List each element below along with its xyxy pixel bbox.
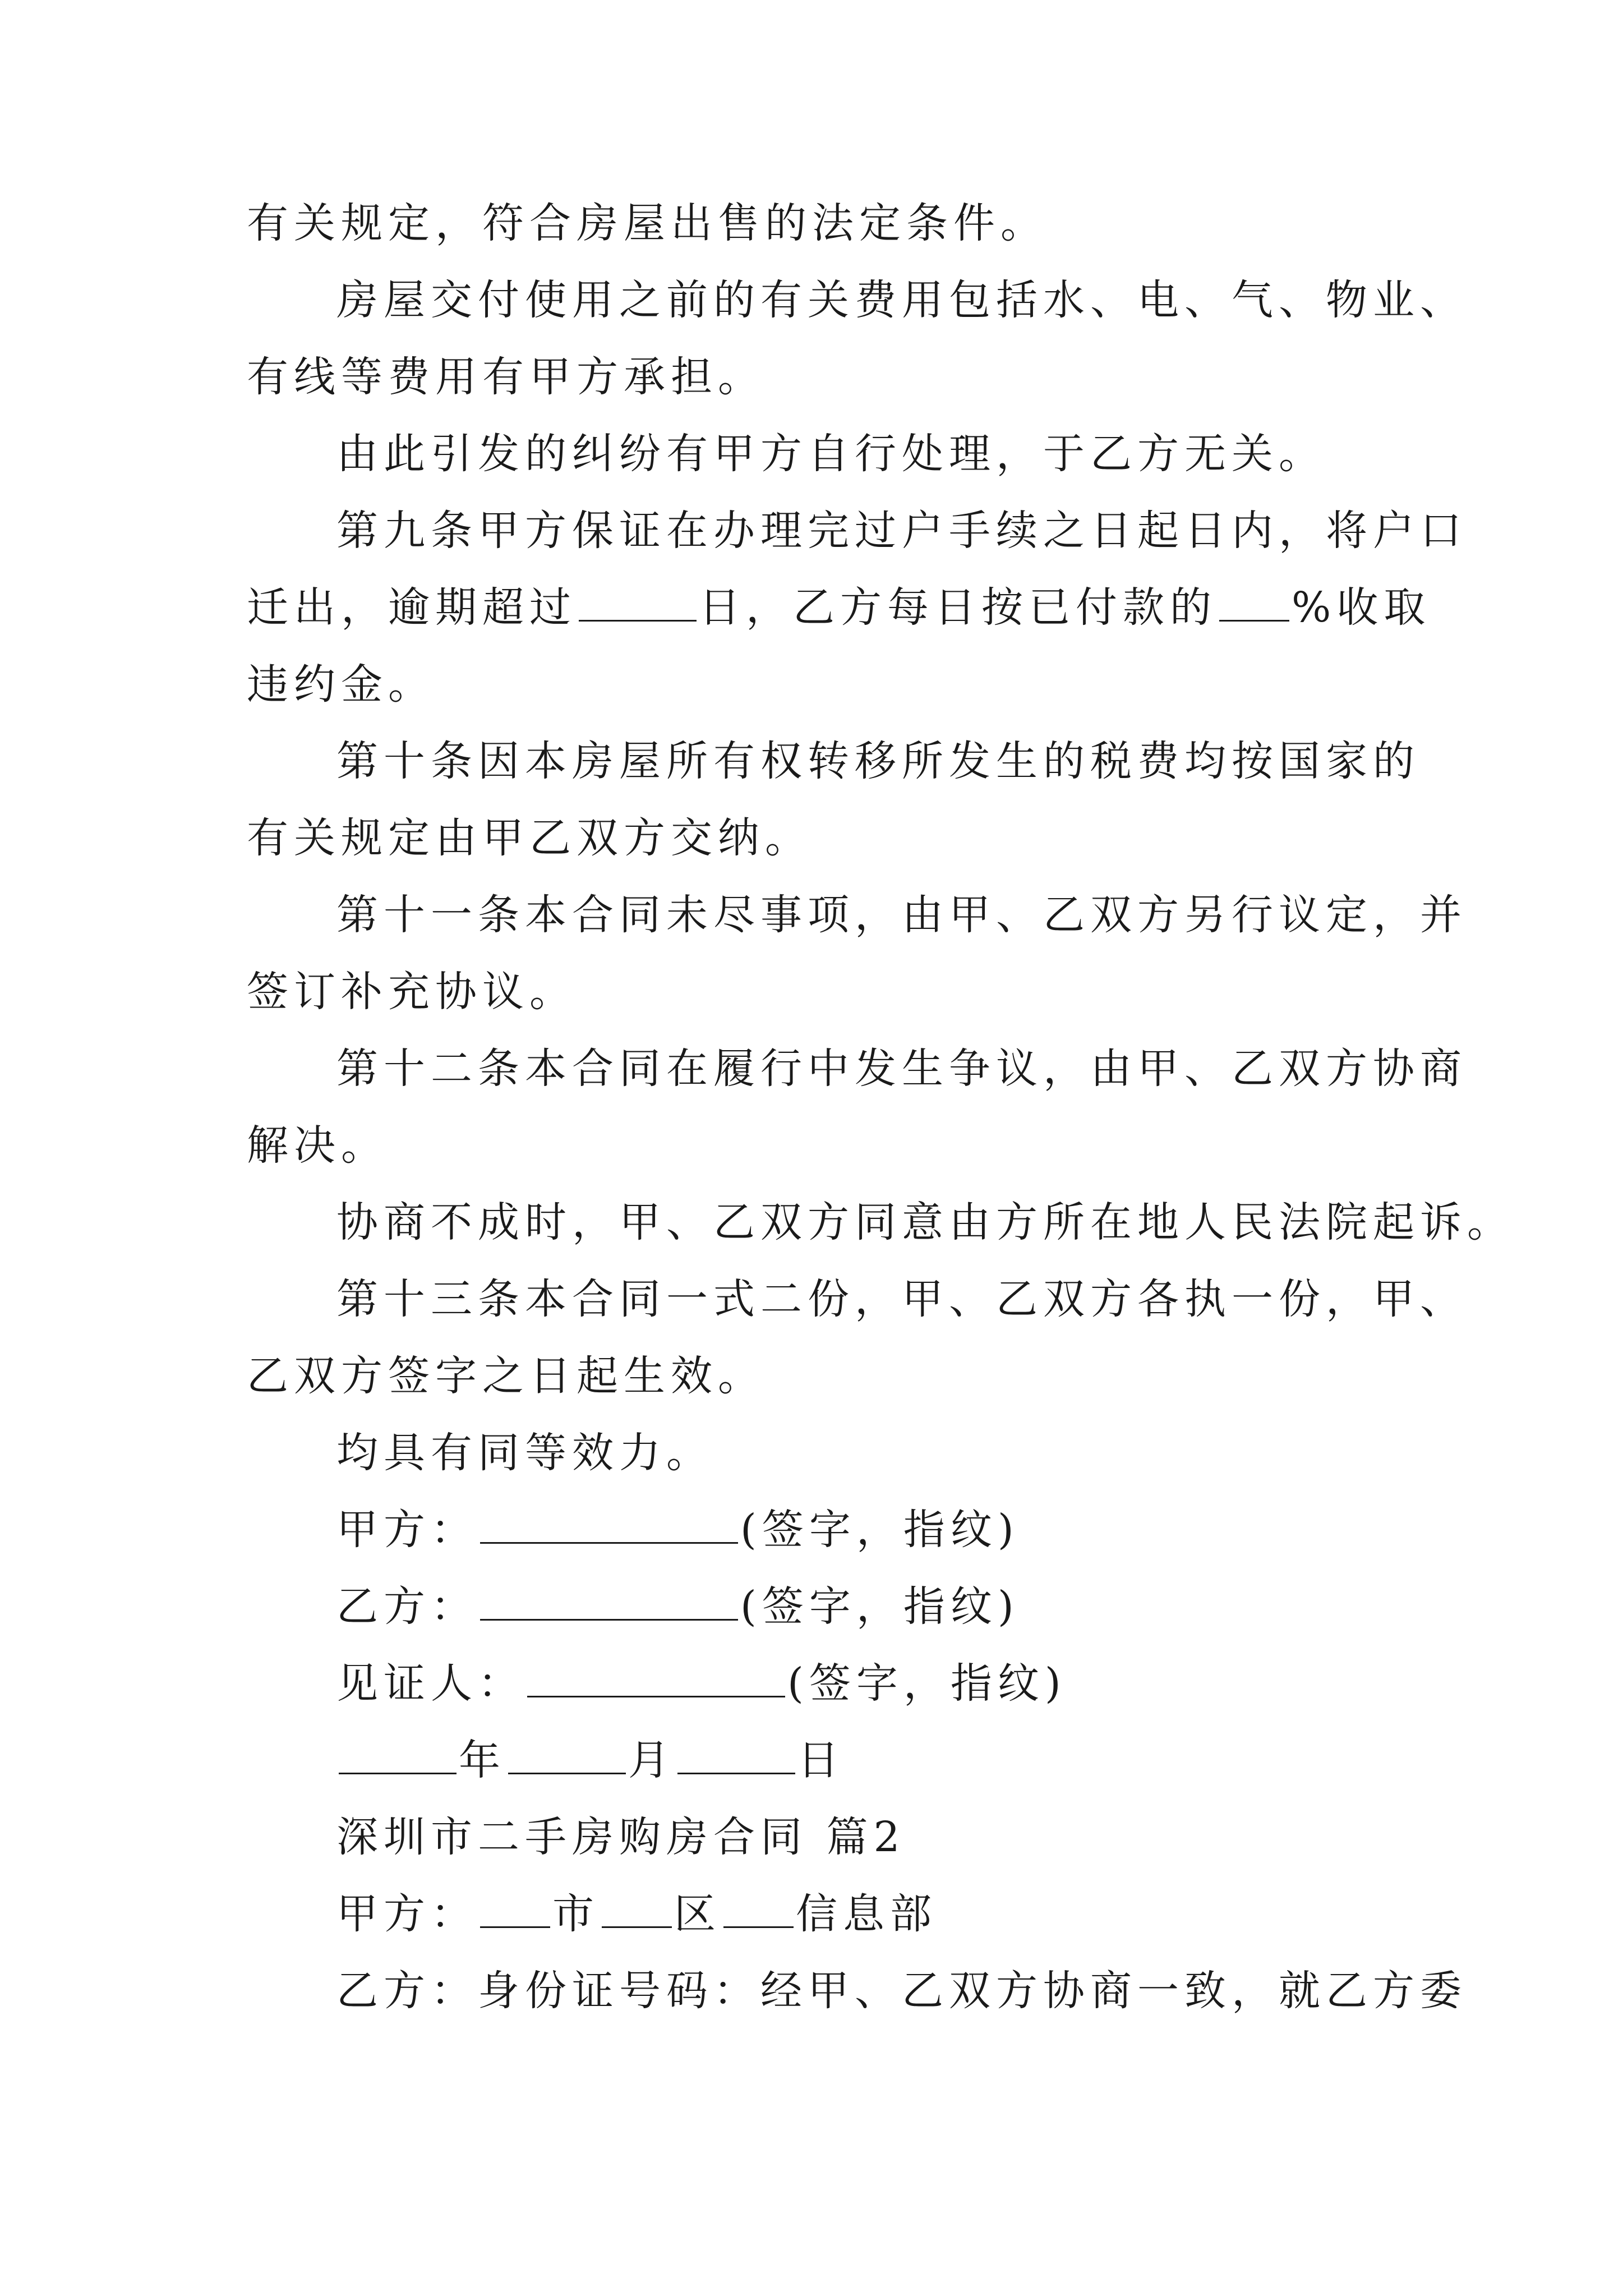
paragraph-line: 有线等费用有甲方承担。 [247, 353, 765, 401]
fill-in-blank [723, 1894, 794, 1928]
fill-in-blank [1219, 587, 1289, 622]
section2-party-a [247, 1876, 1391, 1953]
signature-blank [527, 1663, 785, 1697]
signature-label: 甲方： [336, 1506, 478, 1554]
date-year: 年 [459, 1736, 506, 1784]
document-page [247, 185, 1514, 2030]
date-line [247, 1722, 1391, 1799]
text-segment: 日，乙方每日按已付款的 [699, 583, 1217, 632]
paragraph-line: 乙双方签字之日起生效。 [247, 1352, 765, 1400]
paragraph-line: 均具有同等效力。 [336, 1429, 713, 1477]
signature-note: (签字，指纹) [787, 1659, 1067, 1708]
signature-party-b [247, 1568, 1391, 1645]
paragraph-line: 有关规定由甲乙双方交纳。 [247, 814, 812, 862]
paragraph-line: 第十二条本合同在履行中发生争议，由甲、乙双方协商 [336, 1045, 1467, 1093]
fill-in-blank [508, 1740, 626, 1774]
dept-label: 信息部 [796, 1890, 937, 1938]
paragraph-line: 第十条因本房屋所有权转移所发生的税费均按国家的 [336, 737, 1420, 785]
paragraph-line: 违约金。 [247, 660, 435, 708]
district-label: 区 [674, 1890, 721, 1938]
signature-blank [480, 1510, 738, 1544]
date-month: 月 [628, 1736, 675, 1784]
signature-blank [480, 1586, 738, 1621]
fill-in-blank [480, 1894, 550, 1928]
signature-party-a [247, 1492, 1391, 1568]
section2-party-b: 乙方：身份证号码：经甲、乙双方协商一致，就乙方委 [336, 1967, 1467, 2015]
text-segment: 迁出，逾期超过 [247, 583, 577, 632]
paragraph-line [247, 569, 1431, 646]
fill-in-blank [677, 1740, 795, 1774]
paragraph-line: 第九条甲方保证在办理完过户手续之日起日内，将户口 [336, 507, 1467, 555]
paragraph-line: 第十一条本合同未尽事项，由甲、乙双方另行议定，并 [336, 891, 1467, 939]
paragraph-line: 有关规定，符合房屋出售的法定条件。 [247, 199, 1048, 247]
party-label: 甲方： [336, 1890, 478, 1938]
fill-in-blank [339, 1740, 457, 1774]
paragraph-line: 签订补充协议。 [247, 968, 577, 1016]
signature-label: 乙方： [336, 1582, 478, 1631]
fill-in-blank [579, 587, 697, 622]
signature-label: 见证人： [336, 1659, 525, 1708]
paragraph-line: 协商不成时，甲、乙双方同意由方所在地人民法院起诉。 [336, 1198, 1514, 1246]
fill-in-blank [602, 1894, 672, 1928]
text-segment: %收取 [1292, 583, 1431, 632]
section-title: 深圳市二手房购房合同 篇2 [336, 1813, 906, 1861]
date-day: 日 [797, 1736, 845, 1784]
paragraph-line: 由此引发的纠纷有甲方自行处理，于乙方无关。 [336, 430, 1326, 478]
paragraph-line: 房屋交付使用之前的有关费用包括水、电、气、物业、 [336, 276, 1467, 324]
signature-witness [247, 1645, 1391, 1722]
city-label: 市 [552, 1890, 600, 1938]
signature-note: (签字，指纹) [740, 1506, 1020, 1554]
paragraph-line: 第十三条本合同一式二份，甲、乙双方各执一份，甲、 [336, 1275, 1467, 1323]
signature-note: (签字，指纹) [740, 1582, 1020, 1631]
paragraph-line: 解决。 [247, 1121, 388, 1170]
